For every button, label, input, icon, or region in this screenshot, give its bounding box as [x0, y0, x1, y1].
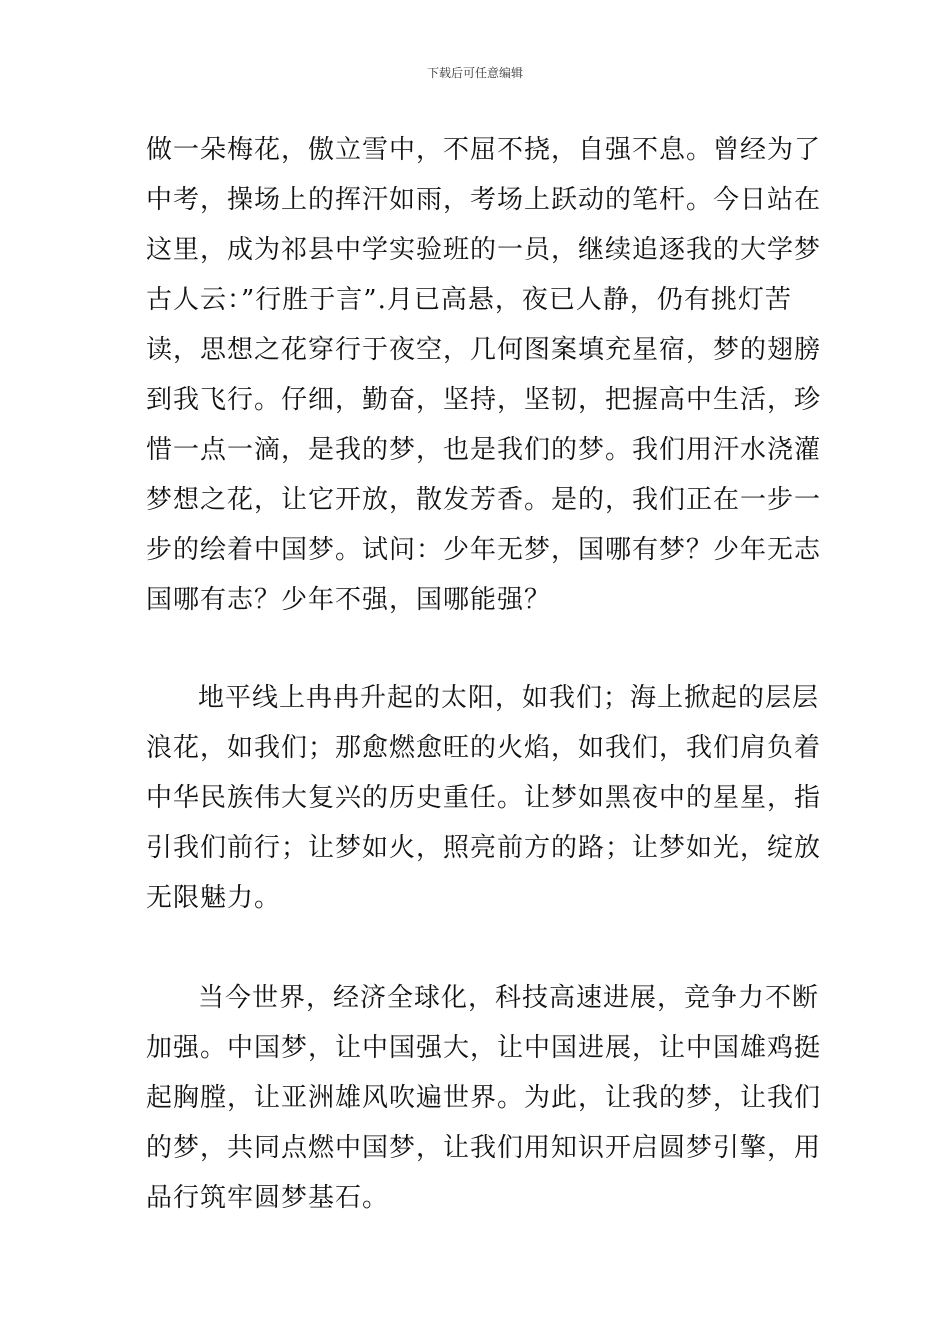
paragraph-1-line-1: 做一朵梅花，傲立雪中，不屈不挠，自强不息。曾经为了 — [146, 135, 822, 165]
paragraph-1-line-3: 这里，成为祁县中学实验班的一员，继续追逐我的大学梦 — [146, 235, 822, 265]
paragraph-1-line-9: 步的绘着中国梦。试问：少年无梦，国哪有梦？少年无志 — [146, 535, 822, 565]
paragraph-3-line-1: 当今世界，经济全球化，科技高速进展，竞争力不断 — [198, 983, 820, 1013]
paragraph-3-line-5: 品行筑牢圆梦基石。 — [146, 1183, 390, 1213]
paragraph-2-line-5: 无限魅力。 — [146, 883, 282, 913]
paragraph-3-line-3: 起胸膛，让亚洲雄风吹遍世界。为此，让我的梦，让我们 — [146, 1083, 822, 1113]
paragraph-2-line-2: 浪花，如我们；那愈燃愈旺的火焰，如我们，我们肩负着 — [146, 733, 822, 763]
paragraph-1-line-2: 中考，操场上的挥汗如雨，考场上跃动的笔杆。今日站在 — [146, 185, 822, 215]
paragraph-1-line-7: 惜一点一滴，是我的梦，也是我们的梦。我们用汗水浇灌 — [146, 435, 822, 465]
paragraph-1-line-10: 国哪有志？少年不强，国哪能强？ — [146, 585, 552, 615]
paragraph-2-line-4: 引我们前行；让梦如火，照亮前方的路；让梦如光，绽放 — [146, 833, 822, 863]
header-note: 下载后可任意编辑 — [426, 66, 523, 80]
paragraph-3-line-2: 加强。中国梦，让中国强大，让中国进展，让中国雄鸡挺 — [146, 1033, 822, 1063]
paragraph-1-line-4: 古人云：”行胜于言”.月已高悬，夜已人静，仍有挑灯苦 — [146, 285, 792, 315]
paragraph-2-line-3: 中华民族伟大复兴的历史重任。让梦如黑夜中的星星，指 — [146, 783, 822, 813]
paragraph-3-line-4: 的梦，共同点燃中国梦，让我们用知识开启圆梦引擎，用 — [146, 1133, 822, 1163]
paragraph-1-line-6: 到我飞行。仔细，勤奋，坚持，坚韧，把握高中生活，珍 — [146, 385, 822, 415]
paragraph-1-line-8: 梦想之花，让它开放，散发芳香。是的，我们正在一步一 — [146, 485, 822, 515]
paragraph-1-line-5: 读，思想之花穿行于夜空，几何图案填充星宿，梦的翅膀 — [146, 335, 822, 365]
paragraph-2-line-1: 地平线上冉冉升起的太阳，如我们；海上掀起的层层 — [198, 683, 820, 713]
